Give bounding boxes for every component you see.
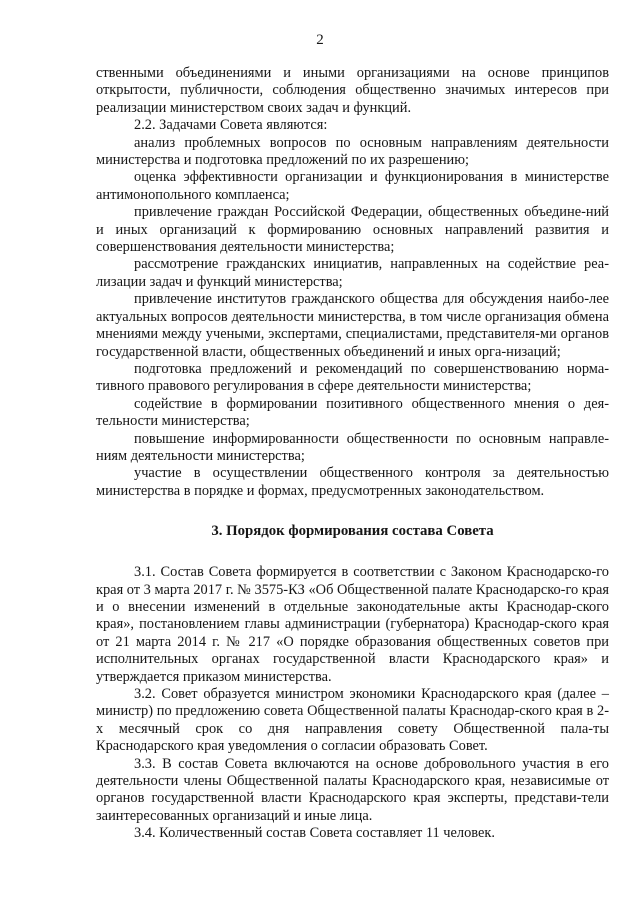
tasks-heading: 2.2. Задачами Совета являются: [134, 117, 328, 134]
page-number: 2 [316, 32, 324, 48]
task-item: участие в осуществлении общественного контроля за деятельностью министерства в порядке и формах, предусмотренных законодательством. [96, 465, 609, 499]
task-item: анализ проблемных вопросов по основным направлениям деятельности министерства и подготовка предложений по их разрешению; [96, 134, 609, 169]
task-item: подготовка предложений и рекомендаций по совершенствованию норма-тивного правового регулирования в сфере деятельности министерства; [96, 360, 609, 395]
clause-3-4: 3.4. Количественный состав Совета составляет 11 человек. [134, 825, 495, 842]
clause-3-1: 3.1. Состав Совета формируется в соответствии с Законом Краснодарско-го края от 3 марта 2017 г. № 3575-КЗ «Об Общественной палате Краснодарско-го края и о внесении изменений в отдельные законодательные акты Краснодар-ского края», постановлением главы администрации (губернатора) Краснодар-ского края от 21 марта 2014 г. № 217 «О порядке образования общественных советов при исполнительных органах государственной власти Краснодарского края» и утверждается приказом министерства. [96, 564, 610, 685]
paragraph-continuation: ственными объединениями и иными организациями на основе принципов открытости, публичности, соблюдения общественно значимых интересов при реализации министерством своих задач и функций. [96, 65, 609, 116]
clause-3-3: 3.3. В состав Совета включаются на основе добровольного участия в его деятельности члены Общественной палаты Краснодарского края, независимые от органов государственной власти Краснодарского края эксперты, представи-тели заинтересованных организаций и иные лица. [96, 755, 609, 824]
task-item: оценка эффективности организации и функционирования в министерстве антимонопольного комплаенса; [96, 169, 609, 203]
task-item: привлечение институтов гражданского общества для обсуждения наибо-лее актуальных вопросов деятельности министерства, в том числе организация обмена мнениями между учеными, экспертами, специалистами, представителя-ми органов государственной власти, общественных объединений и иных орга-низаций; [96, 291, 609, 360]
section-3-heading: 3. Порядок формирования состава Совета [211, 523, 494, 540]
document-body [96, 65, 609, 843]
clause-3-2: 3.2. Совет образуется министром экономики Краснодарского края (далее – министр) по предложению совета Общественной палаты Краснодар-ского края в 2-х месячный срок со дня направления совету Общественной пала-ты Краснодарского края уведомления о согласии образовать Совет. [96, 686, 609, 755]
task-item: повышение информированности общественности по основным направле-ниям деятельности министерства; [96, 430, 609, 464]
task-item: привлечение граждан Российской Федерации, общественных объедине-ний и иных организаций к формированию основных направлений развития и совершенствования деятельности министерства; [96, 204, 609, 256]
task-item: рассмотрение гражданских инициатив, направленных на содействие реа-лизации задач и функций министерства; [96, 256, 609, 290]
task-item: содействие в формировании позитивного общественного мнения о дея-тельности министерства; [96, 395, 609, 430]
